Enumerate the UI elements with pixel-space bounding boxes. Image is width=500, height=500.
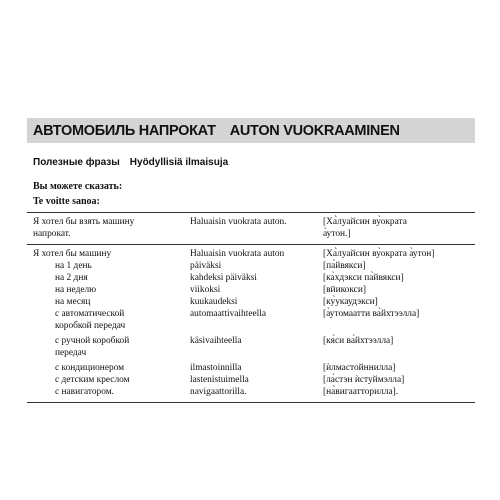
item-fi: automaattivaihteella xyxy=(190,309,267,319)
item-fi: viikoksi xyxy=(190,285,221,295)
row2-head-tr: [Ха̀луайсин ву̀ократа а̀утон] xyxy=(323,249,435,259)
item-ru: с ручной коробкой xyxy=(55,336,130,346)
item-ru: на месяц xyxy=(55,297,91,307)
item-ru: с навигатором. xyxy=(55,387,115,397)
row1-tr-line2: а̀утон.] xyxy=(323,229,351,239)
item-fi: ilmastoinnilla xyxy=(190,363,242,373)
row1-ru-line1: Я хотел бы взять машину xyxy=(33,217,135,227)
item-tr: [ла̀стэн ѝстуймэлла] xyxy=(323,375,405,385)
item-ru-continued: коробкой передач xyxy=(55,321,126,331)
item-fi: navigaattorilla. xyxy=(190,387,247,397)
title-bar xyxy=(27,118,475,143)
row2-head-ru: Я хотел бы машину xyxy=(33,249,112,259)
table-rule-bottom xyxy=(27,402,475,403)
intro-fi: Te voitte sanoa: xyxy=(33,196,100,207)
item-tr: [на̀вигаатторилла]. xyxy=(323,387,399,397)
item-tr: [ку̀укаудэкси] xyxy=(323,297,378,307)
row1-tr-line1: [Ха̀луайсин ву̀ократа xyxy=(323,217,407,227)
item-ru: на 1 день xyxy=(55,261,92,271)
item-tr: [ка̀хдэкси па̀йвякси] xyxy=(323,273,404,283)
item-fi: kuukaudeksi xyxy=(190,297,238,307)
item-tr: [кя̀си ва̀йхтээлла] xyxy=(323,336,394,346)
row2-head-fi: Haluaisin vuokrata auton xyxy=(190,249,285,259)
page-title-fi: AUTON VUOKRAAMINEN xyxy=(229,122,400,139)
page-title-ru: АВТОМОБИЛЬ НАПРОКАТ xyxy=(33,122,216,139)
table-rule-top xyxy=(27,212,475,213)
intro-ru: Вы можете сказать: xyxy=(33,181,123,192)
item-ru: с детским креслом xyxy=(55,375,130,385)
subtitle-fi: Hyödyllisiä ilmaisuja xyxy=(129,157,229,168)
item-ru: с автоматической xyxy=(55,309,125,319)
item-ru: на неделю xyxy=(55,285,97,295)
item-tr: [па̀йвякси] xyxy=(323,261,366,271)
item-fi: päiväksi xyxy=(190,261,222,271)
subtitle-ru: Полезные фразы xyxy=(33,157,120,168)
section-subtitle xyxy=(33,157,228,168)
row1-ru-line2: напрокат. xyxy=(33,229,71,239)
item-fi: kahdeksi päiväksi xyxy=(190,273,257,283)
item-tr: [а̀утомаатти ва̀йхтээлла] xyxy=(323,309,420,319)
item-tr: [ѝлмастойннилла] xyxy=(323,363,396,373)
row1-fi: Haluaisin vuokrata auton. xyxy=(190,217,287,227)
item-fi: lastenistuimella xyxy=(190,375,249,385)
item-fi: käsivaihteella xyxy=(190,336,242,346)
table-rule-middle xyxy=(27,244,475,245)
page-title xyxy=(27,118,400,143)
item-ru-continued: передач xyxy=(55,348,87,358)
item-ru: на 2 дня xyxy=(55,273,88,283)
item-tr: [вӣикокси] xyxy=(323,285,366,295)
item-ru: с кондиционером xyxy=(55,363,125,373)
